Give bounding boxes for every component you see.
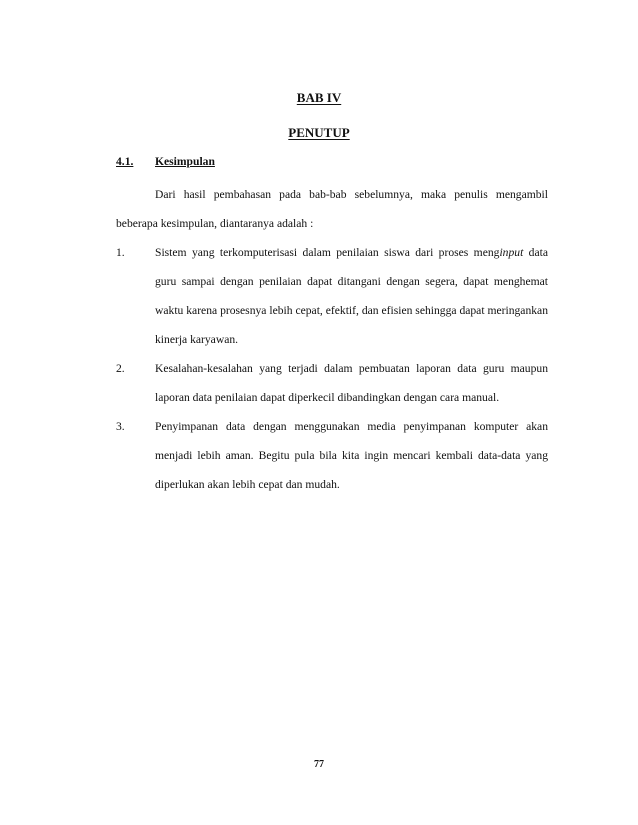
list-item-text	[155, 238, 548, 354]
list-item-number: 1.	[116, 246, 125, 259]
list-item-text-after: data guru sampai dengan penilaian dapat ditangani dengan segera, dapat menghemat waktu karena prosesnya lebih cepat, efektif, dan efisien sehingga dapat meringankan kinerja karyawan.	[155, 246, 548, 346]
list-item-number: 3.	[116, 420, 125, 433]
list-item-number: 2.	[116, 362, 125, 375]
section-number: 4.1.	[116, 155, 134, 168]
chapter-subtitle: PENUTUP	[288, 125, 350, 140]
page-number: 77	[314, 759, 324, 770]
list-item-text-before: Sistem yang terkomputerisasi dalam penilaian siswa dari proses meng	[155, 246, 500, 259]
list-item-text: Kesalahan-kesalahan yang terjadi dalam pembuatan laporan data guru maupun laporan data penilaian dapat diperkecil dibandingkan dengan cara manual.	[155, 362, 548, 404]
list-item-text: Penyimpanan data dengan menggunakan media penyimpanan komputer akan menjadi lebih aman. Begitu pula bila kita ingin mencari kembali data-data yang diperlukan akan lebih cepat dan mudah.	[155, 420, 548, 491]
intro-text: Dari hasil pembahasan pada bab-bab sebelumnya, maka penulis mengambil beberapa kesimpulan, diantaranya adalah :	[116, 188, 548, 230]
intro-paragraph	[116, 180, 548, 238]
chapter-title: BAB IV	[296, 90, 342, 105]
list-item-text-italic: input	[499, 246, 524, 259]
section-title: Kesimpulan	[155, 155, 215, 168]
